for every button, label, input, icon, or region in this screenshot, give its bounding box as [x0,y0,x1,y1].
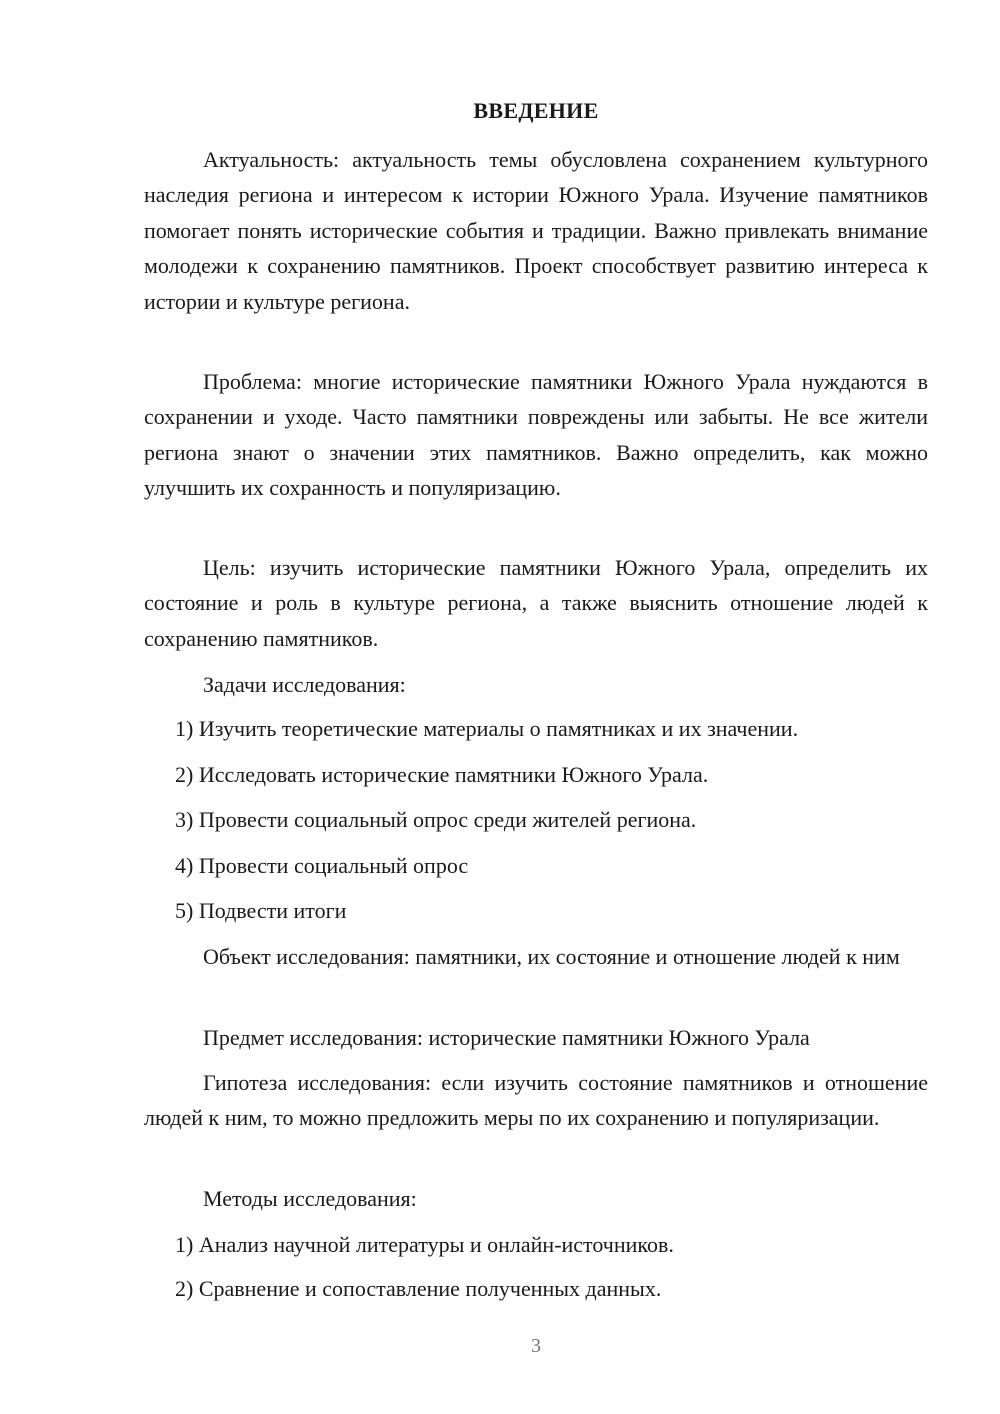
relevance-paragraph: Актуальность: актуальность темы обусловлена сохранением культурного наследия региона и интересом к истории Южного Урала. Изучение памятников помогает понять исторические события и традиции. Важно привлекать внимание молодежи к сохранению памятников. Проект способствует развитию интереса к истории и культуре региона. [144,147,928,314]
task-item: 1) Изучить теоретические материалы о памятниках и их значении. [175,716,799,741]
subject-paragraph-block [144,1020,928,1055]
hypothesis-paragraph: Гипотеза исследования: если изучить состояние памятников и отношение людей к ним, то можно предложить меры по их сохранению и популяризации. [144,1070,928,1131]
tasks-heading-block [144,667,928,702]
goal-paragraph: Цель: изучить исторические памятники Южного Урала, определить их состояние и роль в культуре региона, а также выяснить отношение людей к сохранению памятников. [144,555,928,651]
goal-paragraph-block [144,550,928,656]
tasks-heading: Задачи исследования: [203,672,406,697]
methods-heading: Методы исследования: [203,1186,417,1211]
task-item: 3) Провести социальный опрос среди жителей региона. [175,807,697,832]
task-item: 2) Исследовать исторические памятники Южного Урала. [175,762,709,787]
object-paragraph-block [144,939,928,974]
task-item: 4) Провести социальный опрос [175,853,469,878]
method-item: 2) Сравнение и сопоставление полученных данных. [175,1276,662,1301]
subject-paragraph: Предмет исследования: исторические памятники Южного Урала [203,1025,810,1050]
section-heading: ВВЕДЕНИЕ [473,98,599,123]
relevance-paragraph-block [144,142,928,319]
hypothesis-paragraph-block [144,1065,928,1136]
page-number: 3 [531,1335,541,1357]
problem-paragraph-block [144,364,928,506]
task-item: 5) Подвести итоги [175,898,347,923]
object-paragraph: Объект исследования: памятники, их состояние и отношение людей к ним [203,944,900,969]
methods-heading-block [144,1181,928,1216]
problem-paragraph: Проблема: многие исторические памятники Южного Урала нуждаются в сохранении и уходе. Часто памятники повреждены или забыты. Не все жители региона знают о значении этих памятников. Важно определить, как можно улучшить их сохранность и популяризацию. [144,369,928,501]
method-item: 1) Анализ научной литературы и онлайн-источников. [175,1232,674,1257]
